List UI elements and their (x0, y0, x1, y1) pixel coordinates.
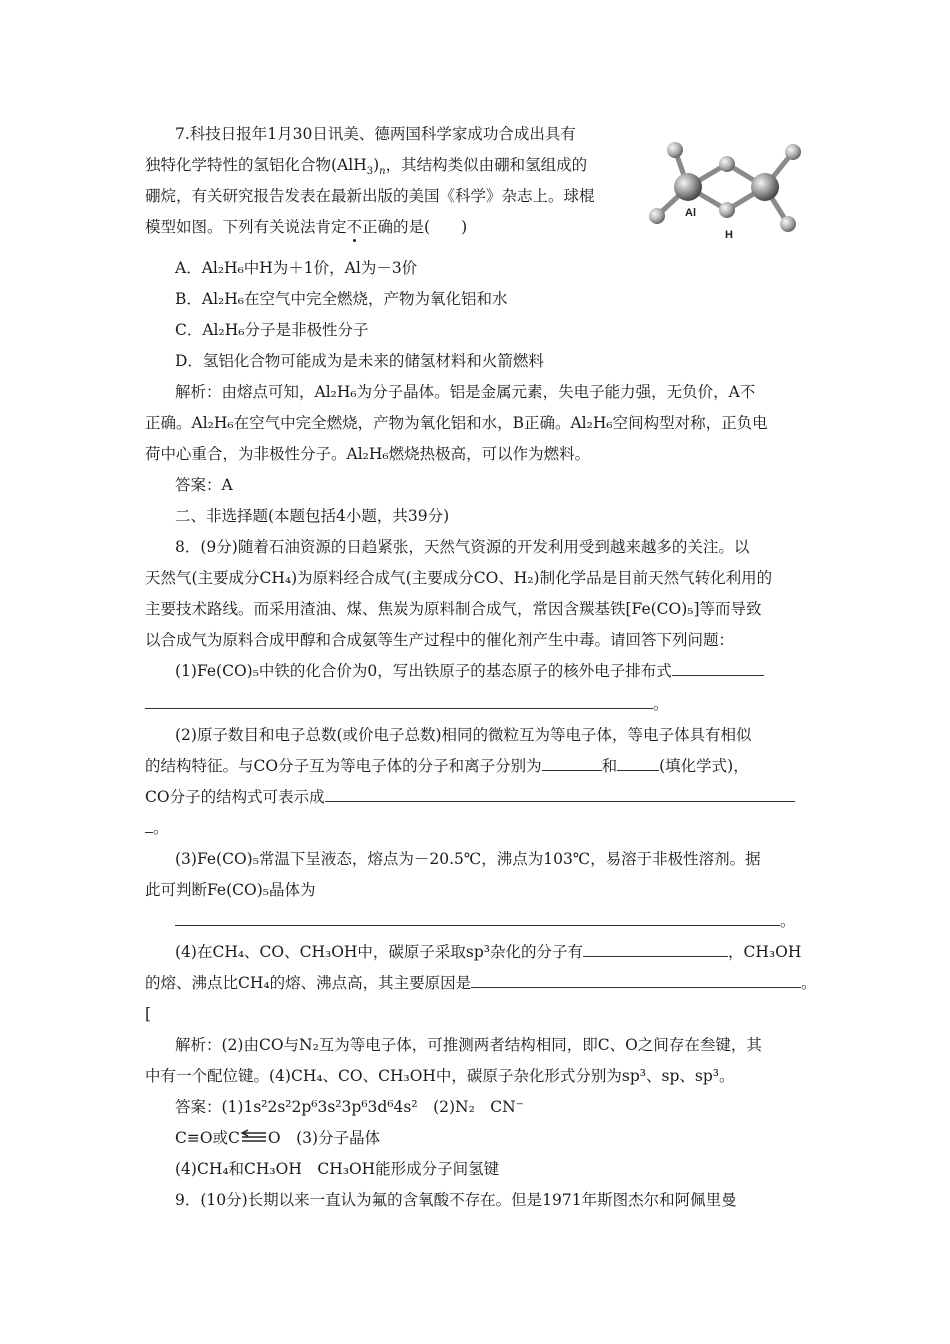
q8-part1-cont: 。 (145, 694, 669, 714)
q9-line1: 9．(10分)长期以来一直认为氟的含氧酸不存在。但是1971年斯图杰尔和阿佩里曼 (175, 1191, 737, 1209)
q8-part1: (1)Fe(CO)₅中铁的化合价为0，写出铁原子的基态原子的核外电子排布式 (175, 661, 764, 681)
answer-blank[interactable] (672, 661, 764, 676)
q7-explanation-line1: 解析：由熔点可知，Al₂H₆为分子晶体。铝是金属元素，失电子能力强，无负价，A不 (175, 383, 756, 401)
q8-answer-line1: 答案：(1)1s²2s²2p⁶3s²3p⁶3d⁶4s² (2)N₂ CN⁻ (175, 1098, 524, 1116)
aluminum-atom (674, 173, 702, 201)
answer-blank[interactable] (617, 756, 659, 771)
figure-label-h: H (725, 229, 733, 241)
answer-blank[interactable] (175, 911, 780, 926)
hydrogen-atom (649, 208, 665, 224)
q8-part4-line1: (4)在CH₄、CO、CH₃OH中，碳原子采取sp³杂化的分子有 ，CH₃OH (175, 943, 802, 961)
figure-label-al: Al (685, 207, 696, 219)
q8-part2-line2: 的结构特征。与CO分子互为等电子体的分子和离子分别为 和 (填化学式)， (145, 757, 749, 775)
q8-line3: 主要技术路线。而采用渣油、煤、焦炭为原料制合成气，常因含羰基铁[Fe(CO)₅]等而导致 (145, 600, 762, 618)
answer-blank[interactable] (325, 787, 795, 802)
q8-part2-line3: CO分子的结构式可表示成 (145, 787, 795, 807)
q8-answer-line3: (4)CH₄和CH₃OH CH₃OH能形成分子间氢键 (175, 1160, 500, 1178)
q8-answer-line2: C≡O或C O (3)分子晶体 (175, 1129, 381, 1147)
q7-line2: 独特化学特性的氢铝化合物$(AlH_3)_n$，其结构类似由硼和氢组成的 (145, 156, 588, 178)
q8-part2-line1: (2)原子数目和电子总数(或价电子总数)相同的微粒互为等电子体，等电子体具有相似 (175, 726, 752, 744)
q7-option-a: A．Al₂H₆中H为＋1价，Al为－3价 (175, 259, 418, 277)
section-heading: 二、非选择题(本题包括4小题，共39分) (175, 507, 450, 525)
q7-option-d: D．氢铝化合物可能成为是未来的储氢材料和火箭燃料 (175, 352, 544, 370)
q7-line1: 7.科技日报年1月30日讯美、德两国科学家成功合成出具有 (175, 125, 576, 143)
answer-blank[interactable] (542, 756, 602, 771)
hydrogen-atom (719, 202, 735, 218)
q8-line1: 8．(9分)随着石油资源的日趋紧张，天然气资源的开发利用受到越来越多的关注。以 (175, 538, 750, 556)
ball-stick-model-figure (645, 132, 815, 242)
q7-explanation-line2: 正确。Al₂H₆在空气中完全燃烧，产物为氧化铝和水，B正确。Al₂H₆空间构型对称，正负电 (145, 414, 768, 432)
answer-blank[interactable] (145, 818, 153, 833)
q7-answer: 答案：A (175, 476, 233, 494)
q8-part4-line2: 的熔、沸点比CH₄的熔、沸点高，其主要原因是 。 (145, 974, 817, 992)
q8-part3-line2: 此可判断Fe(CO)₅晶体为 (145, 881, 316, 899)
coordinate-triple-bond-icon (240, 1129, 268, 1145)
stray-bracket: [ (145, 1005, 152, 1023)
q8-part2-line4: 。 (145, 818, 169, 838)
hydrogen-atom (785, 144, 801, 160)
q7-line4: 模型如图。下列有关说法肯定不正确的是( ) (145, 218, 468, 236)
q7-option-b: B．Al₂H₆在空气中完全燃烧，产物为氧化铝和水 (175, 290, 508, 308)
q8-line2: 天然气(主要成分CH₄)为原料经合成气(主要成分CO、H₂)制化学品是目前天然气转化利用的 (145, 569, 773, 587)
hydrogen-atom (719, 156, 735, 172)
hydrogen-atom (667, 142, 683, 158)
q8-explanation-line1: 解析：(2)由CO与N₂互为等电子体，可推测两者结构相同，即C、O之间存在叁键，其 (175, 1036, 762, 1054)
q8-part3-line1: (3)Fe(CO)₅常温下呈液态，熔点为－20.5℃，沸点为103℃，易溶于非极性溶剂。据 (175, 850, 761, 868)
hydrogen-atom (780, 216, 796, 232)
emphasis-mark: 不 (346, 218, 363, 236)
answer-blank[interactable] (471, 973, 801, 988)
q7-option-c: C．Al₂H₆分子是非极性分子 (175, 321, 369, 339)
answer-blank[interactable] (145, 694, 653, 709)
answer-blank[interactable] (583, 942, 728, 957)
q8-explanation-line2: 中有一个配位键。(4)CH₄、CO、CH₃OH中，碳原子杂化形式分别为sp³、sp、sp³。 (145, 1067, 735, 1085)
q8-line4: 以合成气为原料合成甲醇和合成氨等生产过程中的催化剂产生中毒。请回答下列问题： (145, 631, 735, 649)
q7-line3: 硼烷，有关研究报告发表在最新出版的美国《科学》杂志上。球棍 (145, 187, 595, 205)
aluminum-atom (751, 173, 779, 201)
q8-part3-line3: 。 (175, 911, 796, 931)
q7-explanation-line3: 荷中心重合，为非极性分子。Al₂H₆燃烧热极高，可以作为燃料。 (145, 445, 591, 463)
